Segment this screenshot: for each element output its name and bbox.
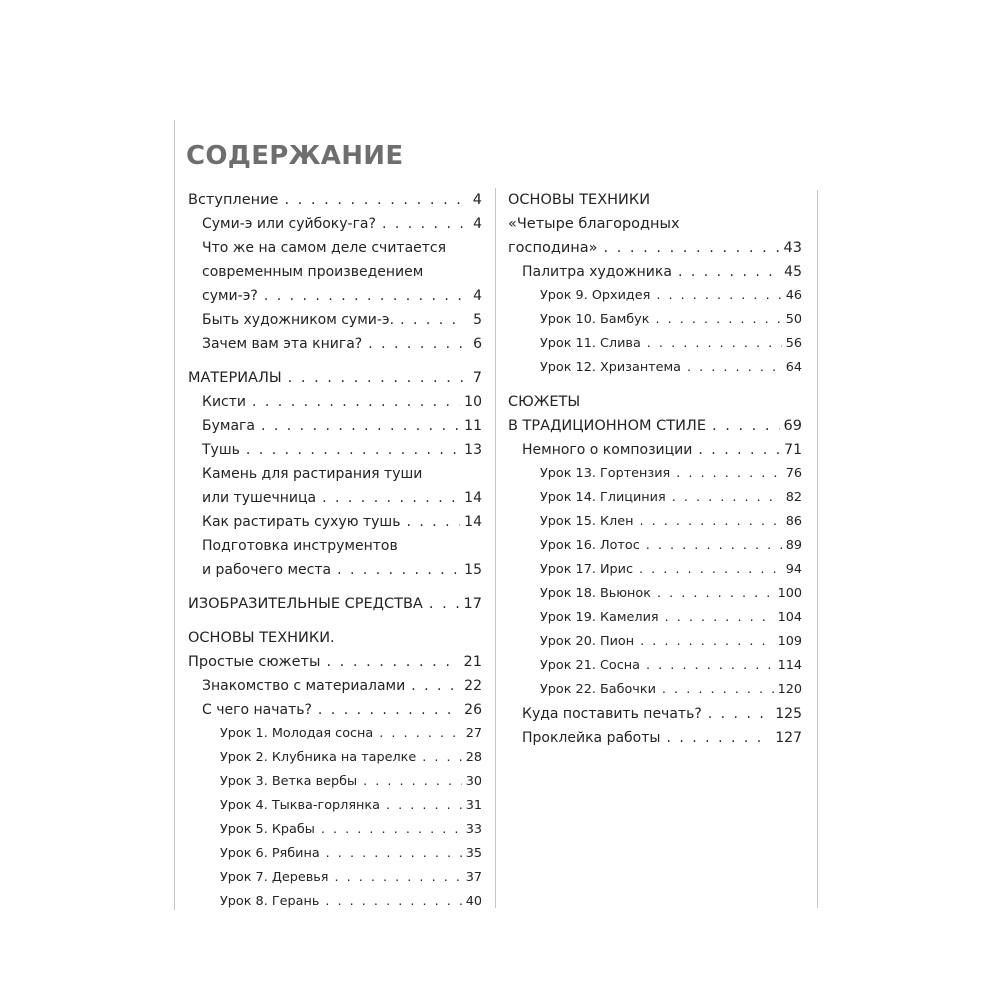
dot-leader [357,770,462,794]
toc-page-number: 26 [464,702,482,718]
toc-entry-text: ОСНОВЫ ТЕХНИКИ. [188,630,335,646]
toc-entry-text: Урок 12. Хризантема [540,360,682,375]
toc-column-left [188,188,482,914]
toc-entry [508,462,802,486]
left-margin-rule [174,120,175,910]
toc-page-number: 10 [464,394,482,410]
dot-leader [312,698,460,722]
toc-entry-text: Знакомство с материалами [202,678,406,694]
toc-entry-text: суми-э? [202,288,258,304]
dot-leader [394,308,464,332]
toc-page-number: 120 [777,682,802,697]
dot-leader [331,558,460,582]
toc-entry [188,770,482,794]
toc-entry-text: Суми-э или суйбоку-га? [202,216,376,232]
toc-entry [508,702,802,726]
dot-leader [328,866,461,890]
toc-entry-text: Немного о композиции [522,442,693,458]
toc-entry-text: Проклейка работы [522,730,661,746]
toc-page-number: 7 [472,370,482,386]
toc-entry [508,260,802,284]
toc-entry-text: СЮЖЕТЫ [508,394,581,410]
dot-leader [640,654,774,678]
dot-leader [706,414,780,438]
toc-entry [508,308,802,332]
dot-leader [282,366,464,390]
toc-entry-text: Урок 15. Клен [540,514,634,529]
toc-entry [508,558,802,582]
toc-entry [508,390,802,438]
toc-entry [508,510,802,534]
toc-entry [188,722,482,746]
toc-entry-text: Урок 5. Крабы [220,822,315,837]
toc-page-number: 69 [783,418,802,434]
toc-entry [188,236,482,308]
toc-entry-text: Простые сюжеты [188,654,321,670]
dot-leader [255,414,460,438]
dot-leader [316,486,460,510]
toc-entry [508,188,802,260]
dot-leader [423,592,460,616]
toc-page-number: 56 [785,336,802,351]
dot-leader [681,356,782,380]
toc-entry [188,390,482,414]
dot-leader [666,486,782,510]
toc-entry-text: Быть художником суми-э. [202,312,395,328]
toc-page-number: 40 [465,894,482,909]
toc-entry [188,414,482,438]
toc-entry-text: Урок 9. Орхидея [540,288,651,303]
dot-leader [598,236,780,260]
dot-leader [240,438,460,462]
toc-entry [188,698,482,722]
toc-entry [188,674,482,698]
toc-page-number: 17 [463,596,482,612]
toc-entry-text: Палитра художника [522,264,672,280]
dot-leader [405,674,460,698]
toc-entry [188,626,482,674]
toc-entry [188,366,482,390]
toc-page-number: 43 [783,240,802,256]
toc-entry [508,606,802,630]
toc-page-number: 71 [784,442,802,458]
toc-entry-text: и рабочего места [202,562,332,578]
toc-page-number: 14 [464,514,482,530]
toc-page-number: 6 [473,336,482,352]
toc-page-number: 4 [473,288,482,304]
dot-leader [660,726,771,750]
toc-entry-text: Урок 11. Слива [540,336,641,351]
toc-page-number: 86 [785,514,802,529]
toc-page-number: 94 [785,562,802,577]
toc-page-number: 46 [785,288,802,303]
toc-entry [508,486,802,510]
toc-entry-text: Урок 10. Бамбук [540,312,650,327]
toc-page-number: 14 [464,490,482,506]
toc-entry [188,592,482,616]
toc-page-number: 11 [464,418,482,434]
toc-entry [188,818,482,842]
toc-page-number: 125 [775,706,802,722]
toc-page-number: 21 [463,654,482,670]
toc-entry-text: Урок 22. Бабочки [540,682,656,697]
toc-entry-text: Тушь [202,442,240,458]
toc-entry-text: Зачем вам эта книга? [202,336,363,352]
dot-leader [649,308,781,332]
toc-entry-text: ОСНОВЫ ТЕХНИКИ [508,192,651,208]
toc-entry [508,678,802,702]
toc-page-number: 4 [473,216,482,232]
toc-page-number: 30 [465,774,482,789]
toc-entry-text: Подготовка инструментов [202,538,398,554]
toc-entry-text: Урок 2. Клубника на тарелке [220,750,417,765]
dot-leader [633,510,781,534]
column-divider [495,188,496,908]
dot-leader [702,702,772,726]
toc-entry [188,842,482,866]
toc-page-number: 5 [473,312,482,328]
toc-entry [188,188,482,212]
toc-page-number: 89 [785,538,802,553]
dot-leader [641,332,782,356]
toc-entry-text: Урок 7. Деревья [220,870,329,885]
toc-page-number: 64 [785,360,802,375]
toc-page-number: 33 [465,822,482,837]
toc-entry-text: Урок 6. Рябина [220,846,320,861]
toc-entry [188,510,482,534]
toc-entry [508,438,802,462]
toc-entry-text: Урок 4. Тыква-горлянка [220,798,380,813]
toc-page-number: 28 [465,750,482,765]
dot-leader [672,260,780,284]
right-margin-rule [817,190,818,908]
dot-leader [651,582,774,606]
page-title: СОДЕРЖАНИЕ [186,141,404,171]
toc-page-number: 35 [465,846,482,861]
dot-leader [692,438,780,462]
toc-entry-text: Урок 18. Вьюнок [540,586,651,601]
toc-entry-text: Урок 8. Герань [220,894,320,909]
toc-entry [508,582,802,606]
toc-page-number: 31 [465,798,482,813]
dot-leader [376,212,464,236]
toc-entry-text: Урок 19. Камелия [540,610,659,625]
toc-page-number: 15 [464,562,482,578]
toc-entry-text: С чего начать? [202,702,312,718]
toc-entry [188,438,482,462]
toc-page-number: 104 [777,610,802,625]
toc-entry-text: Урок 14. Глициния [540,490,666,505]
toc-entry-text: Что же на самом деле считается [202,240,447,256]
dot-leader [670,462,781,486]
toc-page-number: 4 [472,192,482,208]
toc-page-number: 114 [777,658,802,673]
toc-page-number: 45 [784,264,802,280]
dot-leader [400,510,460,534]
toc-entry [188,746,482,770]
toc-entry-text: Камень для растирания туши [202,466,423,482]
toc-column-right [508,188,802,750]
toc-entry-text: «Четыре благородных [508,216,680,232]
toc-entry [188,332,482,356]
toc-page-number: 22 [464,678,482,694]
toc-entry [188,308,482,332]
toc-entry [508,332,802,356]
toc-entry-text: Урок 20. Пион [540,634,635,649]
dot-leader [246,390,460,414]
toc-entry [508,356,802,380]
toc-page-number: 109 [777,634,802,649]
dot-leader [416,746,461,770]
toc-entry-text: ИЗОБРАЗИТЕЛЬНЫЕ СРЕДСТВА [188,596,423,612]
toc-page-number: 100 [777,586,802,601]
toc-entry-text: Урок 17. Ирис [540,562,634,577]
toc-entry-text: Бумага [202,418,255,434]
dot-leader [278,188,464,212]
toc-entry [188,866,482,890]
toc-page-number: 27 [465,726,482,741]
toc-page-number: 50 [785,312,802,327]
dot-leader [315,818,462,842]
toc-entry-text: Урок 16. Лотос [540,538,640,553]
toc-entry [188,212,482,236]
toc-entry-text: Вступление [188,192,279,208]
toc-entry-text: Урок 1. Молодая сосна [220,726,374,741]
toc-entry-text: Кисти [202,394,246,410]
dot-leader [633,558,782,582]
toc-entry [188,794,482,818]
dot-leader [640,534,782,558]
toc-page-number: 13 [464,442,482,458]
toc-page-number: 127 [775,730,802,746]
toc-entry [508,284,802,308]
toc-page-number: 82 [785,490,802,505]
dot-leader [320,842,462,866]
toc-entry-text: В ТРАДИЦИОННОМ СТИЛЕ [508,418,707,434]
toc-page-number: 76 [785,466,802,481]
toc-entry [508,654,802,678]
toc-entry-text: Как растирать сухую тушь [202,514,401,530]
toc-entry [188,462,482,510]
toc-entry-text: господина» [508,240,598,256]
toc-entry-text: или тушечница [202,490,317,506]
dot-leader [650,284,781,308]
dot-leader [380,794,462,818]
dot-leader [362,332,464,356]
dot-leader [373,722,461,746]
dot-leader [656,678,774,702]
toc-entry-text: современным произведением [202,264,424,280]
dot-leader [320,650,459,674]
dot-leader [634,630,773,654]
toc-entry [508,534,802,558]
dot-leader [258,284,464,308]
toc-entry [188,890,482,914]
toc-entry-text: Урок 3. Ветка вербы [220,774,358,789]
toc-entry-text: Урок 21. Сосна [540,658,640,673]
toc-entry [508,630,802,654]
toc-entry-text: МАТЕРИАЛЫ [188,370,282,386]
toc-entry-text: Куда поставить печать? [522,706,702,722]
toc-page-number: 37 [465,870,482,885]
toc-entry [188,534,482,582]
toc-entry [508,726,802,750]
toc-entry-text: Урок 13. Гортензия [540,466,671,481]
dot-leader [319,890,461,914]
dot-leader [659,606,774,630]
